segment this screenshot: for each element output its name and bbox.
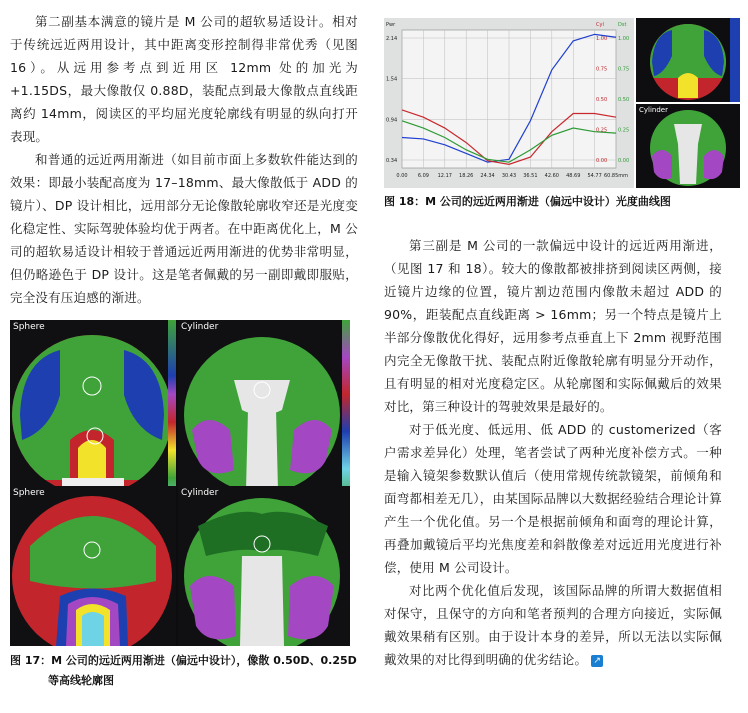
y-tick-label-left: 2.14 [386,36,398,42]
caption-line-1: 图 17：M 公司的远近两用渐进（偏远中设计），像散 0.50D、0.25D [10,654,357,667]
panel-label: Cylinder [639,106,668,114]
y-tick-label-dst: 0.00 [618,158,630,164]
y-tick-label-cyl: 1.00 [596,36,608,42]
cylinder-map-bottom [178,486,350,646]
color-scale-bar [168,320,176,506]
y-tick-label-dst: 0.25 [618,127,630,134]
x-tick-label: 36.51 [523,173,538,179]
panel-label: Sphere [13,322,45,332]
x-tick-label: 6.09 [417,173,429,179]
x-tick-label: 48.69 [566,173,581,179]
legend-pwr: Pwr [386,22,396,28]
y-tick-label-cyl: 0.00 [596,158,608,164]
power-curve-svg [384,18,634,188]
y-tick-label-dst: 0.75 [618,66,630,73]
legend-dst: Dst [618,22,627,28]
cylinder-mini-map-graphic [636,104,740,188]
paragraph [384,579,722,671]
paragraph: 对于低光度、低远用、低 ADD 的 customerized（客户需求差异化）处理，笔者尝试了两种光度补偿方式。一种是输入镜架参数默认值后（使用常规传统款镜架，前倾角和面弯都相差无几），由某国际品牌以大数据经验结合理论计算产生一个优化值。另一个是根据前倾角和面弯的理论计算，再叠加戴镜后平均光焦度差和斜散像差对远近用光度进行补偿，使用 M 公司设计。 [384,422,722,575]
y-tick-label-cyl: 0.25 [596,127,608,134]
caption-line-2: 等高线轮廓图 [48,674,114,687]
sphere-map-bottom [10,486,176,646]
paragraph: 第二副基本满意的镜片是 M 公司的超软易适设计。相对于传统远近两用设计，其中距离变形控制得非常优秀（见图16）。从远用参考点到近用区 12mm 处的加光为 +1.15DS，最大像散仅 0.88D，装配点到最大像散点直线距离约 14mm，阅读区的平均屈光度轮廓线有明显的纵向打开表现。 [10,14,358,144]
y-tick-label-left: 0.94 [386,117,398,124]
y-tick-label-cyl: 0.75 [596,66,608,73]
sphere-map-top-graphic [10,320,176,506]
y-tick-label-cyl: 0.50 [596,97,608,103]
right-column [384,234,722,671]
x-tick-label: 30.43 [501,173,517,179]
article-end-icon: ↗ [591,655,603,667]
paragraph: 第三副是 M 公司的一款偏远中设计的远近两用渐进，（见图 17 和 18）。较大的像散都被排挤到阅读区两侧，接近镜片边缘的位置，镜片割边范围内像散未超过 ADD 的 90%，距装配点直线距离 > 16mm；另一个特点是镜片上半部分像散优化得好，远用参考点垂直上下 2mm 视野范围内完全无像散干扰、装配点附近像散轮廓有明显分开动作，且有明显的相对光度稳定区。从轮廓图和实际佩戴后的效果对比，第三种设计的驾驶效果是最好的。 [384,238,722,414]
panel-label: Cylinder [181,488,219,498]
y-tick-label-dst: 1.00 [618,36,630,42]
sphere-map-bottom-graphic [10,486,176,646]
y-tick-label-left: 1.54 [386,76,398,83]
figure-18-cylinder-map [636,104,740,188]
x-tick-label: 24.34 [480,173,495,179]
x-tick-label: 42.60 [544,173,559,179]
sphere-map-top [10,320,176,506]
cylinder-map-bottom-graphic [178,486,350,646]
panel-label: Sphere [13,488,45,498]
figure-18-sphere-map [636,18,740,102]
left-column [10,10,358,309]
color-scale-bar [342,320,350,506]
sphere-mini-map-graphic [636,18,740,102]
x-tick-label: 0.00 [396,173,408,179]
legend-cyl: Cyl [596,22,604,28]
cylinder-map-top-graphic [178,320,350,506]
x-tick-label: 12.17 [437,173,452,179]
figure-18-caption: 图 18：M 公司的远近两用渐进（偏远中设计）光度曲线图 [384,195,671,208]
x-tick-label: 18.26 [459,173,474,179]
figure-18-power-curve-chart [384,18,634,188]
panel-label: Cylinder [181,322,219,332]
cylinder-map-top [178,320,350,506]
paragraph-text: 对比两个优化值后发现，该国际品牌的所谓大数据值相对保守，且保守的方向和笔者预判的合理方向接近，实际佩戴效果稍有区别。由于设计本身的差异，所以无法以实际佩戴效果的对比得到明确的优劣结论。 [384,583,722,667]
y-tick-label-dst: 0.50 [618,97,630,103]
y-tick-label-left: 0.34 [386,158,398,164]
x-tick-label: 54.77 [587,173,602,179]
x-tick-label: 60.85mm [603,173,629,179]
figure-17-contour-maps [10,320,350,646]
figure-17-caption [10,651,358,691]
paragraph: 和普通的远近两用渐进（如目前市面上多数软件能达到的效果：即最小装配高度为 17–18mm、最大像散低于 ADD 的镜片）、DP 设计相比，远用部分无论像散轮廓收窄还是光度变化稳定性、实际驾驶体验均优于两者。在中距离优化上，M 公司的超软易适设计相较于普通远近两用渐进的优势非常明显，但仍略逊色于 DP 设计。这是笔者佩戴的另一副即戴即服贴，完全没有压迫感的渐进。 [10,152,358,305]
